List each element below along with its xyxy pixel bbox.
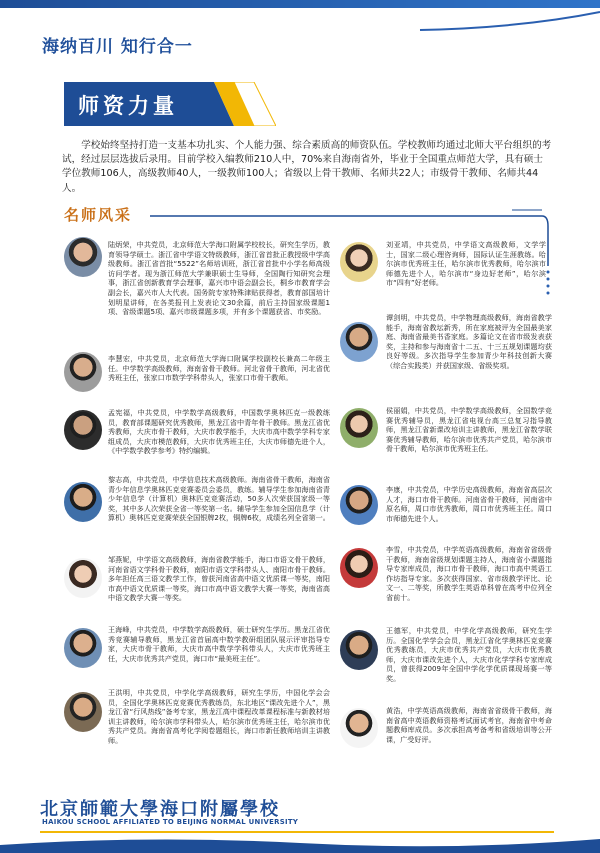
header-blue-swoosh (380, 0, 600, 55)
teacher-photo (340, 548, 378, 588)
teacher-photo (64, 352, 102, 392)
teacher-bio: 谭剑明，中共党员，中学物理高级教师，海南省教学能手，海南省教坛新秀，所在家庭被评为全国最美家庭、海南省最美书香家庭。多篇论文在省市级发表获奖，主持和参与海南省十二五、十三五规划课题均获良好等级。多次指导学生参加青少年科技创新大赛（综合实践类）并获国家级、省级奖项。 (386, 313, 552, 370)
footer-wave (0, 835, 600, 853)
teacher-photo (340, 708, 378, 748)
banner-title: 师资力量 (78, 93, 178, 118)
teacher-bio: 黄浩，中学英语高级教师，海南省省级骨干教师，海南省高中英语教师资格考试面试考官，海南省中考命题教师库成员。多次承担高考备考和省级培训等公开课，广受好评。 (386, 706, 552, 744)
teacher-bio: 侯丽娟，中共党员，中学数学高级教师，全国数学竞赛优秀辅导员，黑龙江省电视台高三总复习指导教师，黑龙江省新课改培训主讲教师，黑龙江省数学联赛优秀辅导教师，哈尔滨市优秀共产党员，哈尔滨市骨干教师，哈尔滨市优秀班主任。 (386, 406, 552, 454)
school-name-logo: 北京師範大學海口附屬學校 (40, 799, 280, 820)
teacher-bio: 黎志高，中共党员，中学信息技术高级教师。海南省骨干教师，海南省青少年信息学奥林匹克竞赛委员会委员，教练。辅导学生参加海南省青少年信息学（计算机）奥林匹克竞赛活动，50多人次荣获国家级一等奖，其中多人次荣获全省一等奖第一名。辅导学生参加全国信息学（计算机）奥林匹克竞赛荣获全国银牌2枚，铜牌6枚，成绩名列全省第一。 (108, 475, 330, 523)
teacher-photo (340, 630, 378, 670)
section-title-teachers: 名师风采 (64, 206, 133, 224)
teacher-photo (64, 237, 102, 277)
section-banner (64, 82, 276, 126)
teacher-photo (340, 322, 378, 362)
teacher-photo (64, 692, 102, 732)
teacher-photo (340, 408, 378, 448)
teacher-bio: 李康，中共党员，中学历史高级教师，海南省高层次人才，海口市骨干教师。河南省骨干教师，河南省中原名师，周口市优秀教师，周口市优秀班主任。周口市师德先进个人。 (386, 485, 552, 523)
teacher-photo (64, 482, 102, 522)
teacher-bio: 李雪，中共党员，中学英语高级教师，海南省省级骨干教师，海南省级规划课题主持人，海南省小课题指导专家库成员，海口市骨干教师，海口市高中英语工作坊指导专家。多次获得国家、省市级教学评比、论文一、二等奖，所教学生英语单科曾在高考中位列全省前十。 (386, 545, 552, 602)
teacher-bio: 孟宪福，中共党员，中学数学高级教师，中国数学奥林匹克一级教练员，教育部课题研究优秀教师，黑龙江省中青年骨干教师。黑龙江省优秀教师，大庆市骨干教师，大庆市教学能手，大庆市高中数学学科专家组成员，大庆市模范教师，大庆市优秀班主任，大庆市师德先进个人，《中学数学教学参考》特约编辑。 (108, 408, 330, 456)
teacher-bio: 王洪明，中共党员，中学化学高级教师，研究生学历，中国化学会会员，全国化学奥林匹克竞赛优秀教练员，东北地区“课改先进个人”，黑龙江省“行风热线”备考专家，黑龙江高中课程改革课程标准与新教材培训主讲教师，哈尔滨市学科带头人，哈尔滨市优秀班主任，哈尔滨市优秀共产党员。海南省高考化学阅卷题组长，海口市新任教师培训主讲教师。 (108, 688, 330, 745)
teacher-bio: 王德军，中共党员，中学化学高级教师，研究生学历。全国化学学会会员，黑龙江省化学奥林匹克竞赛优秀教练员，大庆市优秀共产党员，大庆市优秀教师，大庆市课改先进个人，大庆市化学学科专家库成员，曾获得2009年全国中学化学优质课现场赛一等奖。 (386, 626, 552, 683)
teacher-photo (64, 410, 102, 450)
teacher-photo (64, 628, 102, 668)
intro-paragraph: 学校始终坚持打造一支基本功扎实、个人能力强、综合素质高的师资队伍。学校教师均通过北师大平台组织的考试，经过层层选拔后录用。目前学校入编教师210人中，70%来自海南省外，毕业于全国重点师范大学，具有硕士学位教师106人，高级教师40人，一级教师100人；省级以上骨干教师、名师共22人；市级骨干教师、名师共44人。 (62, 140, 552, 194)
teacher-bio: 刘亚靖，中共党员，中学语文高级教师，文学学士，国家二级心理咨询师，国际认证生涯教练。哈尔滨市优秀班主任，哈尔滨市优秀教师，哈尔滨市师德先进个人，哈尔滨市“身边好老师”，哈尔滨市“四有”好老师。 (386, 240, 546, 288)
teacher-bio: 陆炳荣，中共党员，北京师范大学海口附属学校校长，研究生学历，教育领导学硕士。浙江省中学语文特级教师，浙江省首批正教授级中学高级教师。浙江省首批“5522”名师培训班，浙江省首批中小学名师高级访问学者。现为浙江师范大学兼职硕士生导师，全国陶行知研究会理事，浙江省创新教育学会理事，嘉兴市中语会副会长，桐乡市教育学会副会长，嘉兴市人大代表。国务院专家特殊津贴获得者，教育部国培计划明星讲师，在各类报刊上发表论文30余篇，前后主持国家级课题1项、省级课题5项、嘉兴市级课题多项，并有多个课题获省、市奖励。 (108, 240, 330, 317)
teacher-bio: 邹燕妮，中学语文高级教师，海南省教学能手，海口市语文骨干教师，河南省语文学科骨干教师，南阳市语文学科带头人、南阳市骨干教师。多年担任高三语文教学工作，曾获河南省高中语文优质课一等奖，南阳市高中语文优质课一等奖，海口市高中语文教学大赛一等奖，海南省高中语文教学大赛一等奖。 (108, 555, 330, 603)
school-name-english-logo: HAIKOU SCHOOL AFFILIATED TO BEIJING NORMAL UNIVERSITY (42, 818, 299, 826)
teacher-photo (340, 485, 378, 525)
teacher-photo (64, 558, 102, 598)
teacher-bio: 王海峰，中共党员，中学数学高级教师，硕士研究生学历。黑龙江省优秀竞赛辅导教师，黑龙江省首届高中数学教研组团队展示评审指导专家，大庆市骨干教师，大庆市高中数学学科带头人，大庆市优秀班主任，大庆市优秀共产党员，海口市“最美班主任”。 (108, 625, 330, 663)
top-blue-bar (0, 0, 600, 8)
footer-divider (40, 831, 554, 833)
teacher-photo (340, 242, 378, 282)
school-motto: 海纳百川 知行合一 (42, 37, 193, 57)
teacher-bio: 李慧宏，中共党员，北京师范大学海口附属学校副校长兼高二年级主任。中学数学高级教师，海南省骨干教师。河北省骨干教师，河北省优秀班主任，张家口市数学学科带头人，张家口市骨干教师。 (108, 354, 330, 383)
